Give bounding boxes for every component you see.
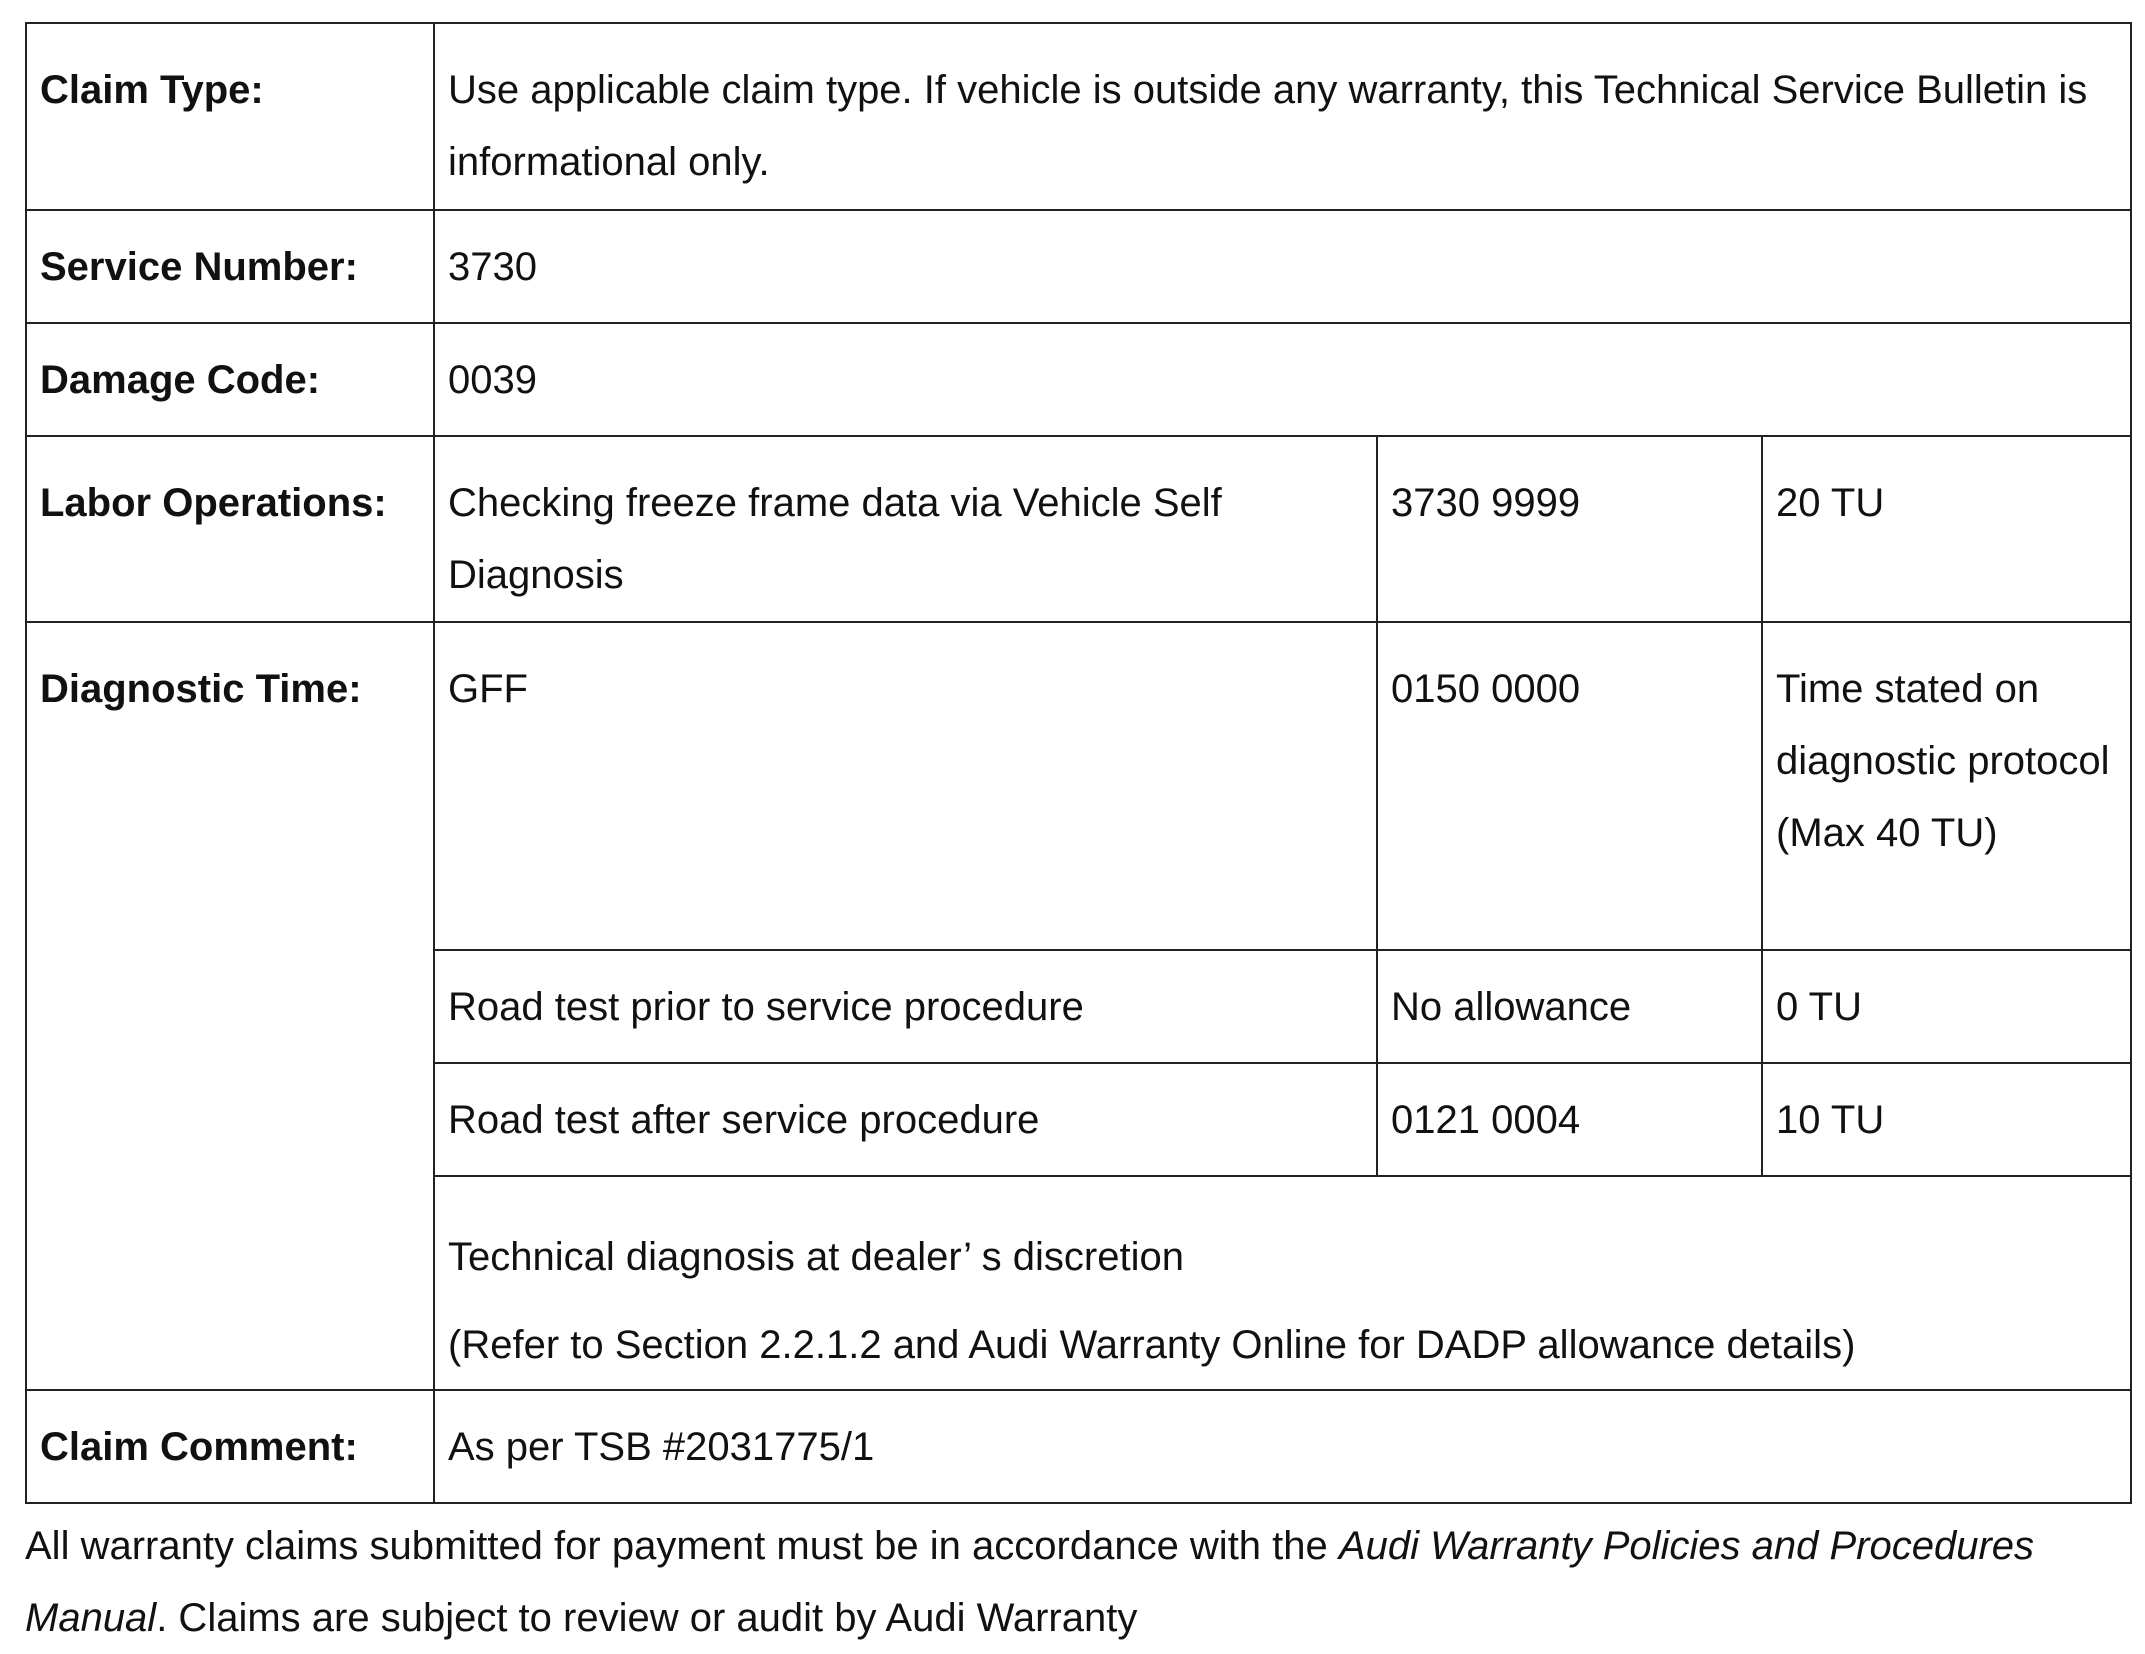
warranty-claim-table bbox=[25, 22, 2132, 1504]
footer-text-after: . Claims are subject to review or audit by Audi Warranty bbox=[156, 1596, 1138, 1640]
warranty-manual-title: Audi Warranty Policies and Procedures Manual bbox=[25, 1524, 2035, 1640]
diagnostic-time-label: Diagnostic Time: bbox=[26, 622, 434, 1390]
footer-text-before: All warranty claims submitted for payment must be in accordance with the bbox=[25, 1524, 1339, 1568]
dadp-reference-line: (Refer to Section 2.2.1.2 and Audi Warranty Online for DADP allowance details) bbox=[448, 1323, 1856, 1367]
diagnostic-gff-time: Time stated on diagnostic protocol (Max 40 TU) bbox=[1762, 622, 2131, 950]
labor-operations-row bbox=[26, 436, 2131, 622]
labor-operations-description: Checking freeze frame data via Vehicle Self Diagnosis bbox=[434, 436, 1377, 622]
diagnostic-time-row bbox=[26, 622, 2131, 950]
road-test-after-code: 0121 0004 bbox=[1377, 1063, 1762, 1176]
claim-comment-row bbox=[26, 1390, 2131, 1503]
claim-type-row bbox=[26, 23, 2131, 210]
diagnostic-gff-description: GFF bbox=[434, 622, 1377, 950]
road-test-after-time: 10 TU bbox=[1762, 1063, 2131, 1176]
labor-operations-label: Labor Operations: bbox=[26, 436, 434, 622]
diagnostic-gff-code: 0150 0000 bbox=[1377, 622, 1762, 950]
claim-type-value: Use applicable claim type. If vehicle is outside any warranty, this Technical Service Bulletin is informational only. bbox=[434, 23, 2131, 210]
technical-diagnosis-note bbox=[434, 1176, 2131, 1390]
service-number-row bbox=[26, 210, 2131, 323]
labor-operations-time: 20 TU bbox=[1762, 436, 2131, 622]
road-test-after-description: Road test after service procedure bbox=[434, 1063, 1377, 1176]
claim-comment-label: Claim Comment: bbox=[26, 1390, 434, 1503]
damage-code-value: 0039 bbox=[434, 323, 2131, 436]
claim-comment-value: As per TSB #2031775/1 bbox=[434, 1390, 2131, 1503]
claim-type-label: Claim Type: bbox=[26, 23, 434, 210]
damage-code-row bbox=[26, 323, 2131, 436]
road-test-prior-code: No allowance bbox=[1377, 950, 1762, 1063]
technical-diagnosis-line: Technical diagnosis at dealer’ s discretion bbox=[448, 1235, 1184, 1279]
labor-operations-code: 3730 9999 bbox=[1377, 436, 1762, 622]
road-test-prior-description: Road test prior to service procedure bbox=[434, 950, 1377, 1063]
service-number-value: 3730 bbox=[434, 210, 2131, 323]
road-test-prior-time: 0 TU bbox=[1762, 950, 2131, 1063]
service-number-label: Service Number: bbox=[26, 210, 434, 323]
warranty-footer-note bbox=[25, 1510, 2135, 1654]
damage-code-label: Damage Code: bbox=[26, 323, 434, 436]
